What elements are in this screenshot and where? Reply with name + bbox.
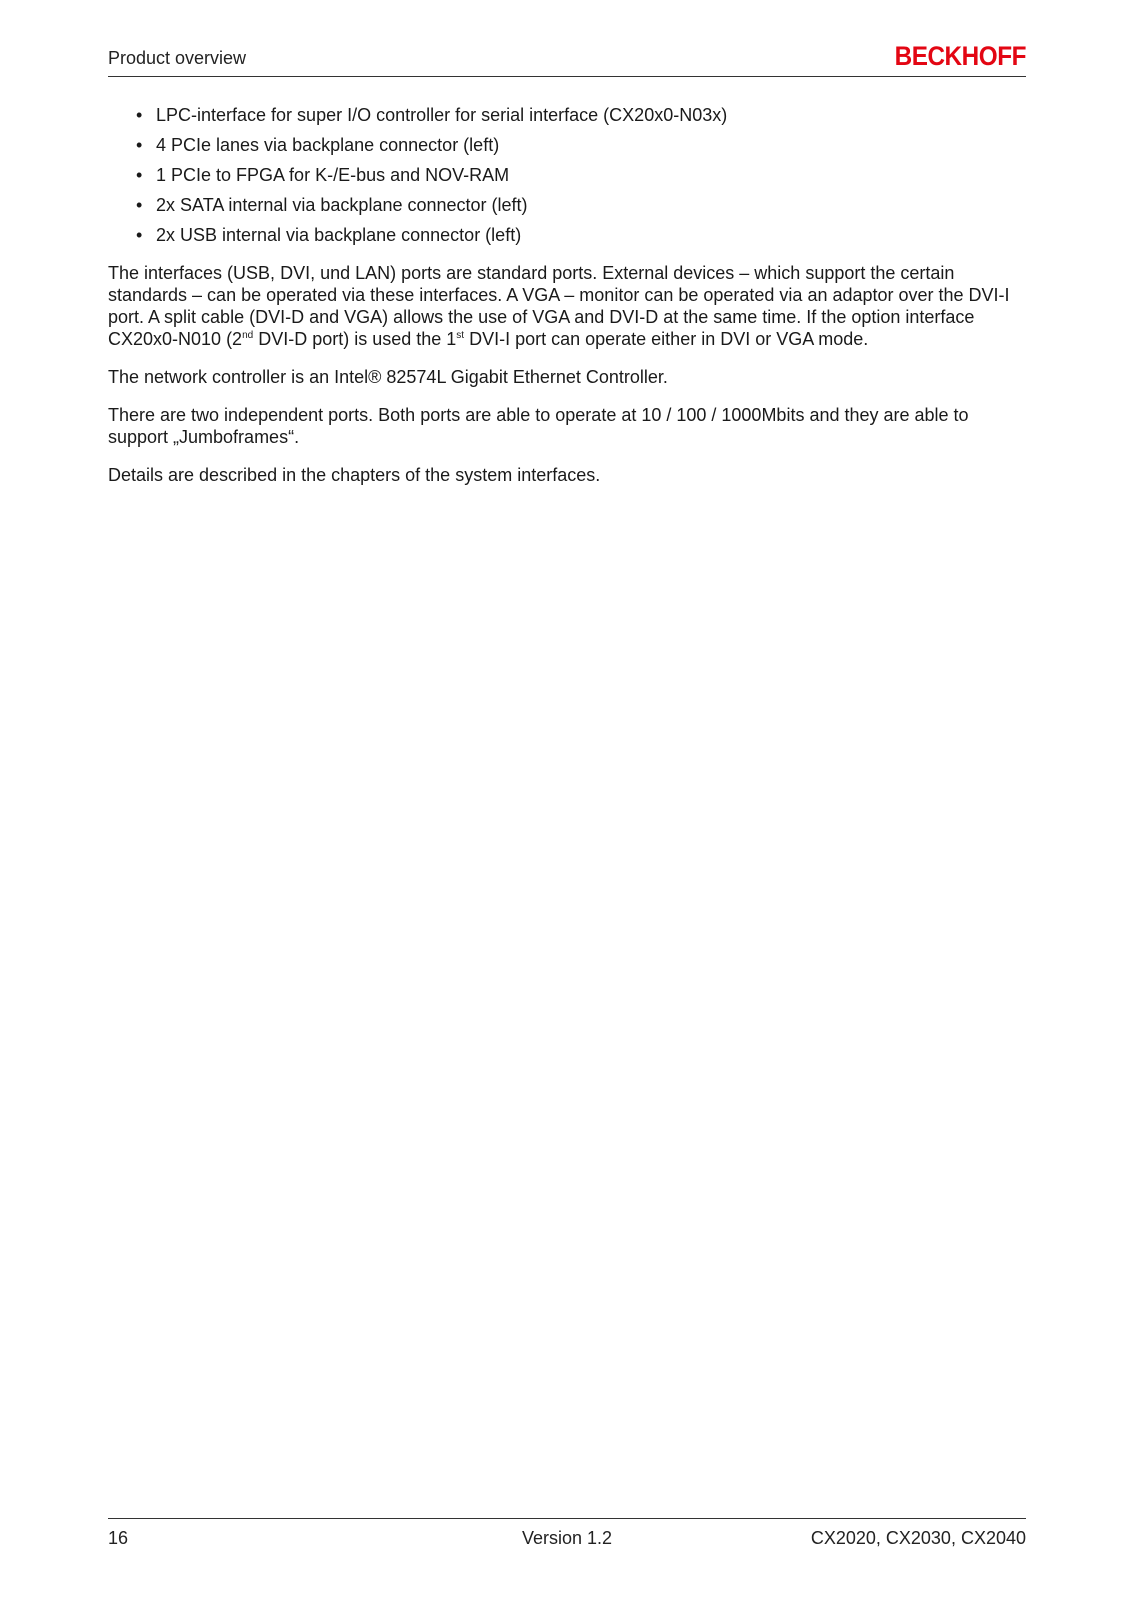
bullet-icon: • xyxy=(136,135,143,155)
list-item xyxy=(108,134,1026,156)
document-version: Version 1.2 xyxy=(521,1528,613,1548)
list-item-text: LPC-interface for super I/O controller for serial interface (CX20x0-N03x) xyxy=(156,105,728,125)
details-paragraph: Details are described in the chapters of the system interfaces. xyxy=(108,465,601,485)
bullet-icon: • xyxy=(136,105,143,125)
list-item-text: 4 PCIe lanes via backplane connector (left) xyxy=(156,135,500,155)
bullet-icon: • xyxy=(136,195,143,215)
page-header xyxy=(108,40,1026,77)
list-item xyxy=(108,194,1026,216)
page-content xyxy=(108,104,1026,502)
bullet-icon: • xyxy=(136,225,143,245)
list-item-text: 2x SATA internal via backplane connector (left) xyxy=(156,195,528,215)
list-item-text: 2x USB internal via backplane connector (left) xyxy=(156,225,522,245)
list-item-text: 1 PCIe to FPGA for K-/E-bus and NOV-RAM xyxy=(156,165,510,185)
ports-paragraph: There are two independent ports. Both ports are able to operate at 10 / 100 / 1000Mbits and they are able to support „Jumboframes“. xyxy=(108,405,969,447)
list-item xyxy=(108,104,1026,126)
bullet-icon: • xyxy=(136,165,143,185)
list-item xyxy=(108,164,1026,186)
page-number: 16 xyxy=(108,1528,129,1548)
page-footer xyxy=(108,1518,1026,1559)
interfaces-paragraph: The interfaces (USB, DVI, und LAN) ports are standard ports. External devices – which support the certain standards – can be operated via these interfaces. A VGA – monitor can be operated via an adaptor over the DVI-I port. A split cable (DVI-D and VGA) allows the use of VGA and DVI-D at the same time. If the option interface CX20x0-N010 (2nd DVI-D port) is used the 1st DVI-I port can operate either in DVI or VGA mode. xyxy=(108,263,1010,349)
product-models: CX2020, CX2030, CX2040 xyxy=(810,1528,1026,1548)
beckhoff-logo: BECKHOFF xyxy=(894,41,1026,71)
network-controller-paragraph: The network controller is an Intel® 82574L Gigabit Ethernet Controller. xyxy=(108,367,668,387)
list-item xyxy=(108,224,1026,246)
section-title: Product overview xyxy=(108,48,247,68)
feature-list xyxy=(108,104,1026,246)
